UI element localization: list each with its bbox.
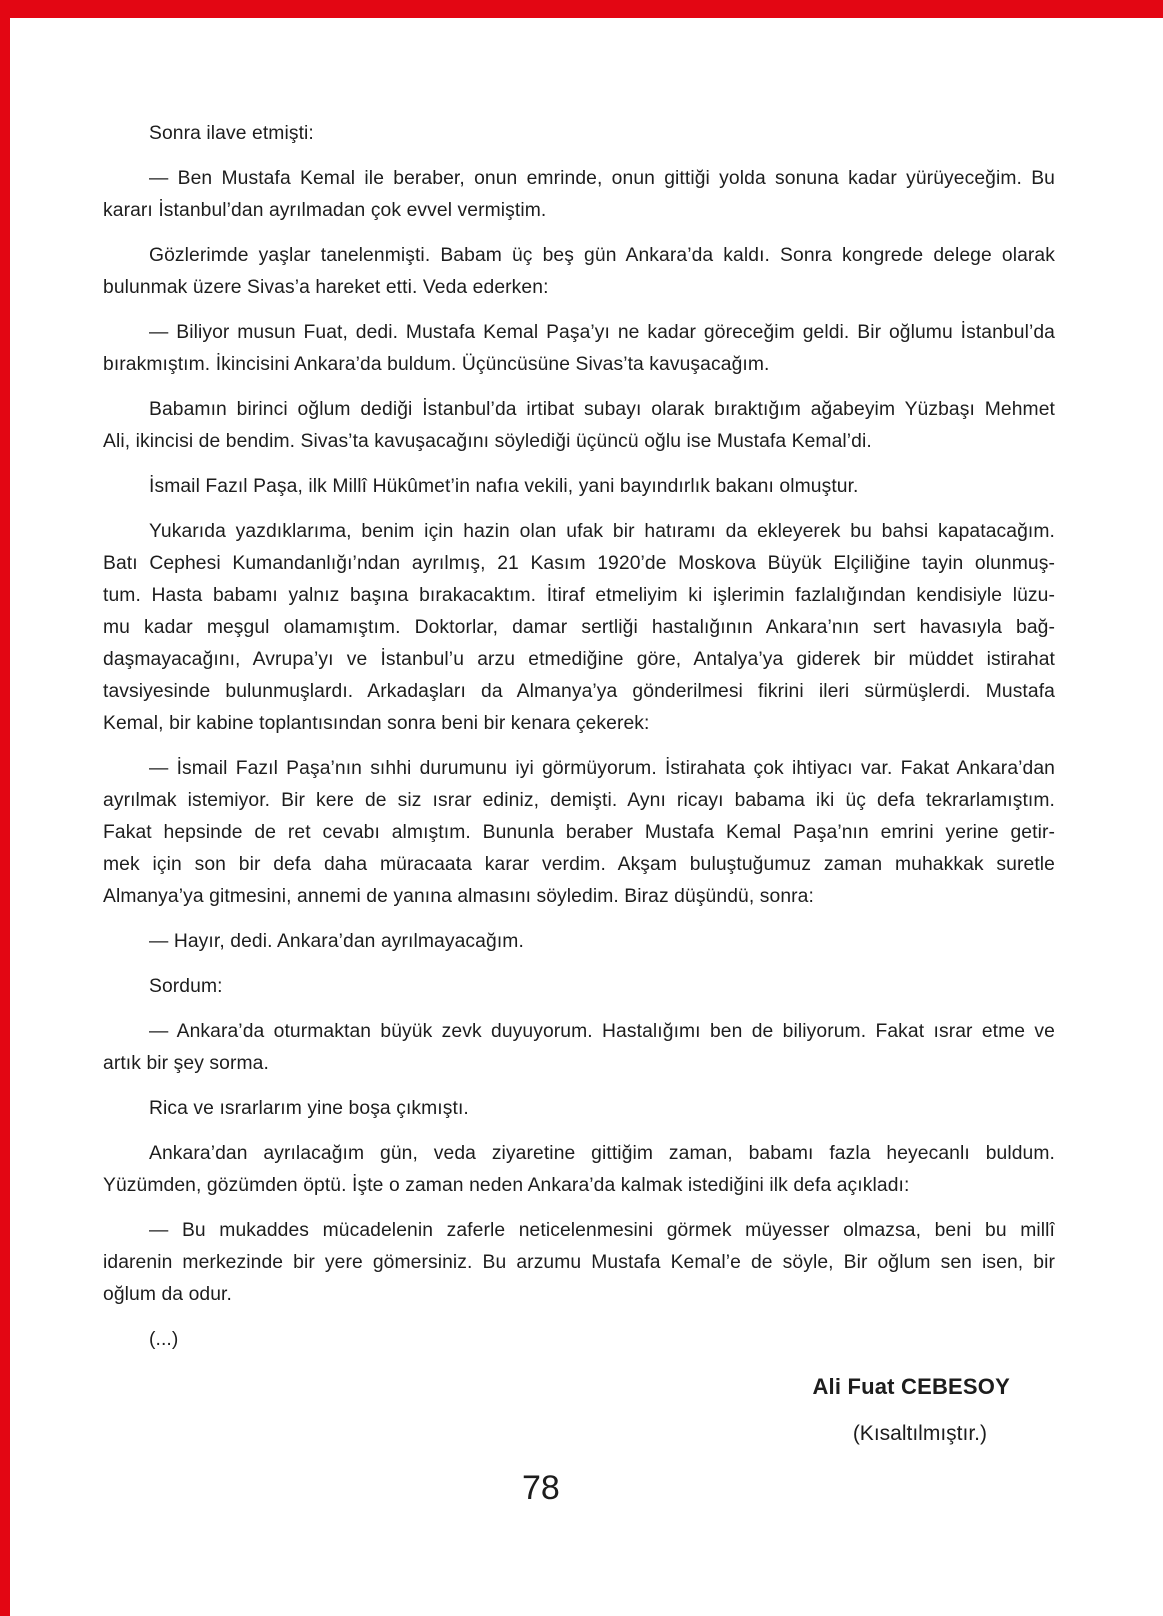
paragraph xyxy=(103,471,1055,503)
text-line: Ali, ikincisi de bendim. Sivas’ta kavuşacağını söylediği üçüncü oğlu ise Mustafa Kemal’di. xyxy=(103,431,872,452)
text-line: Sonra ilave etmişti: xyxy=(149,123,314,144)
paragraph xyxy=(103,394,1055,458)
text-line: Fakat hepsinde de ret cevabı almıştım. Bununla beraber Mustafa Kemal Paşa’nın emrini yerine getir- xyxy=(103,822,1055,843)
paragraph xyxy=(103,163,1055,227)
text-line: — Ankara’da oturmaktan büyük zevk duyuyorum. Hastalığımı ben de biliyorum. Fakat ısrar etme ve xyxy=(149,1021,1055,1042)
text-line: mu kadar meşgul olamamıştım. Doktorlar, damar sertliği hastalığının Ankara’nın sert havasıyla bağ- xyxy=(103,617,1055,638)
abridged-note: (Kısaltılmıştır.) xyxy=(852,1422,987,1445)
text-line: Babamın birinci oğlum dediği İstanbul’da irtibat subayı olarak bıraktığım ağabeyim Yüzbaşı Mehmet xyxy=(149,399,1055,420)
body-text xyxy=(103,118,1055,1369)
paragraph xyxy=(103,926,1055,958)
text-line: ayrılmak istemiyor. Bir kere de siz ısrar ediniz, demişti. Aynı ricayı babama iki üç defa tekrarlamıştım. xyxy=(103,790,1055,811)
text-line: artık bir şey sorma. xyxy=(103,1053,269,1074)
text-line: Yukarıda yazdıklarıma, benim için hazin olan ufak bir hatıramı da ekleyerek bu bahsi kapatacağım. xyxy=(149,521,1055,542)
text-line: (...) xyxy=(149,1329,179,1350)
page-edge-top-red-bar xyxy=(0,0,1163,18)
paragraph xyxy=(103,1093,1055,1125)
page-number: 78 xyxy=(522,1469,560,1507)
text-line: daşmayacağını, Avrupa’yı ve İstanbul’u arzu etmediğine göre, Antalya’ya giderek bir müddet istirahat xyxy=(103,649,1055,670)
text-line: Sordum: xyxy=(149,976,223,997)
text-line: Yüzümden, gözümden öptü. İşte o zaman neden Ankara’da kalmak istediğini ilk defa açıkladı: xyxy=(103,1175,910,1196)
paragraph xyxy=(103,1324,1055,1356)
text-line: mek için son bir defa daha müracaata karar verdim. Akşam buluştuğumuz zaman muhakkak suretle xyxy=(103,854,1055,875)
text-line: Almanya’ya gitmesini, annemi de yanına almasını söyledim. Biraz düşündü, sonra: xyxy=(103,886,814,907)
text-line: — Ben Mustafa Kemal ile beraber, onun emrinde, onun gittiği yolda sonuna kadar yürüyeceğim. Bu xyxy=(149,168,1055,189)
text-line: bırakmıştım. İkincisini Ankara’da buldum. Üçüncüsüne Sivas’ta kavuşacağım. xyxy=(103,354,770,375)
text-line: Rica ve ısrarlarım yine boşa çıkmıştı. xyxy=(149,1098,469,1119)
text-line: — Hayır, dedi. Ankara’dan ayrılmayacağım. xyxy=(149,931,524,952)
paragraph xyxy=(103,240,1055,304)
text-line: kararı İstanbul’dan ayrılmadan çok evvel vermiştim. xyxy=(103,200,547,221)
text-line: — Bu mukaddes mücadelenin zaferle neticelenmesini görmek müyesser olmazsa, beni bu millî xyxy=(149,1220,1055,1241)
text-line: bulunmak üzere Sivas’a hareket etti. Veda ederken: xyxy=(103,277,549,298)
paragraph xyxy=(103,1138,1055,1202)
text-line: Batı Cephesi Kumandanlığı’ndan ayrılmış, 21 Kasım 1920’de Moskova Büyük Elçiliğine tayin olunmuş- xyxy=(103,553,1055,574)
text-line: tum. Hasta babamı yalnız başına bırakacaktım. İtiraf etmeliyim ki işlerimin fazlalığından kendisiyle lüzu- xyxy=(103,585,1055,606)
author-signature: Ali Fuat CEBESOY xyxy=(812,1374,1010,1399)
text-line: İsmail Fazıl Paşa, ilk Millî Hükûmet’in nafıa vekili, yani bayındırlık bakanı olmuştur. xyxy=(149,476,859,497)
paragraph xyxy=(103,118,1055,150)
page-edge-left-red-bar xyxy=(0,0,10,1616)
paragraph xyxy=(103,753,1055,913)
text-line: — İsmail Fazıl Paşa’nın sıhhi durumunu iyi görmüyorum. İstirahata çok ihtiyacı var. Fakat Ankara’dan xyxy=(149,758,1055,779)
paragraph xyxy=(103,1016,1055,1080)
paragraph xyxy=(103,971,1055,1003)
text-line: — Biliyor musun Fuat, dedi. Mustafa Kemal Paşa’yı ne kadar göreceğim geldi. Bir oğlumu İstanbul’da xyxy=(149,322,1055,343)
text-line: Kemal, bir kabine toplantısından sonra beni bir kenara çekerek: xyxy=(103,713,650,734)
paragraph xyxy=(103,317,1055,381)
text-line: idarenin merkezinde bir yere gömersiniz. Bu arzumu Mustafa Kemal’e de söyle, Bir oğlum sen isen, bir xyxy=(103,1252,1055,1273)
paragraph xyxy=(103,516,1055,740)
text-line: tavsiyesinde bulunmuşlardı. Arkadaşları da Almanya’ya gönderilmesi fikrini ileri sürmüşlerdi. Mustafa xyxy=(103,681,1055,702)
text-line: oğlum da odur. xyxy=(103,1284,232,1305)
text-line: Ankara’dan ayrılacağım gün, veda ziyaretine gittiğim zaman, babamı fazla heyecanlı buldum. xyxy=(149,1143,1055,1164)
text-line: Gözlerimde yaşlar tanelenmişti. Babam üç beş gün Ankara’da kaldı. Sonra kongrede delege olarak xyxy=(149,245,1055,266)
paragraph xyxy=(103,1215,1055,1311)
